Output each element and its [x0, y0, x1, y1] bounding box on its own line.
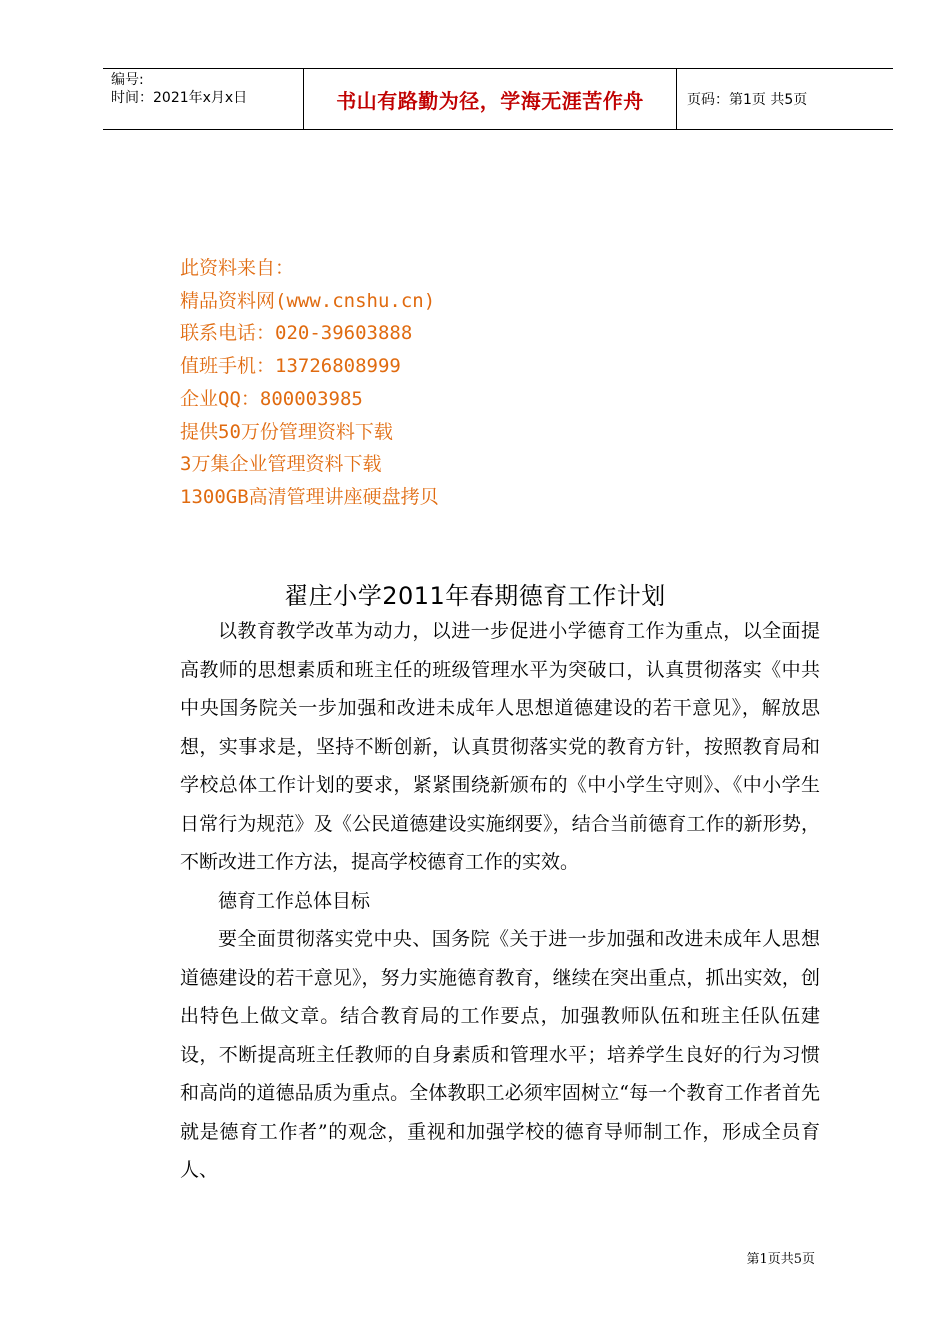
source-line: 3万集企业管理资料下载 [180, 453, 382, 476]
section-heading: 德育工作总体目标 [218, 889, 371, 912]
header-motto-cell [303, 69, 677, 129]
paragraph: 要全面贯彻落实党中央、国务院《关于进一步加强和改进未成年人思想道德建设的若干意见》，努力实施德育教育，继续在突出重点，抓出实效，创出特色上做文章。结合教育局的工作要点，加强教师队伍和班主任队伍建设，不断提高班主任教师的自身素质和管理水平；培养学生良好的行为习惯和高尚的道德品质为重点。全体教职工必须牢固树立“每一个教育工作者首先就是德育工作者”的观念，重视和加强学校的德育导师制工作，形成全员育人、 [180, 928, 820, 1181]
source-line: 提供50万份管理资料下载 [180, 420, 393, 443]
source-notice [180, 252, 439, 514]
source-line: 精品资料网(www.cnshu.cn) [180, 289, 436, 312]
header-page-cell [677, 69, 893, 129]
source-line: 1300GB高清管理讲座硬盘拷贝 [180, 485, 439, 508]
paragraph: 以教育教学改革为动力，以进一步促进小学德育工作为重点，以全面提高教师的思想素质和班主任的班级管理水平为突破口，认真贯彻落实《中共中央国务院关一步加强和改进未成年人思想道德建设的若干意见》，解放思想，实事求是，坚持不断创新，认真贯彻落实党的教育方针，按照教育局和学校总体工作计划的要求，紧紧围绕新颁布的《中小学生守则》、《中小学生日常行为规范》及《公民道德建设实施纲要》，结合当前德育工作的新形势，不断改进工作方法，提高学校德育工作的实效。 [180, 620, 820, 873]
document-title: 翟庄小学2011年春期德育工作计划 [284, 582, 666, 610]
document-number: 编号: [111, 72, 144, 88]
page-footer: 第1页共5页 [746, 1252, 815, 1267]
document-time: 时间：2021年x月x日 [111, 90, 248, 106]
header-motto: 书山有路勤为径，学海无涯苦作舟 [336, 89, 644, 113]
source-line: 企业QQ：800003985 [180, 387, 363, 410]
page-header [103, 68, 893, 130]
source-line: 联系电话：020-39603888 [180, 322, 413, 345]
header-page-number: 页码：第1页 共5页 [687, 92, 808, 108]
document-body [180, 612, 820, 1190]
source-line: 此资料来自： [180, 257, 295, 279]
source-line: 值班手机：13726808999 [180, 355, 401, 378]
header-info-cell [103, 69, 303, 129]
